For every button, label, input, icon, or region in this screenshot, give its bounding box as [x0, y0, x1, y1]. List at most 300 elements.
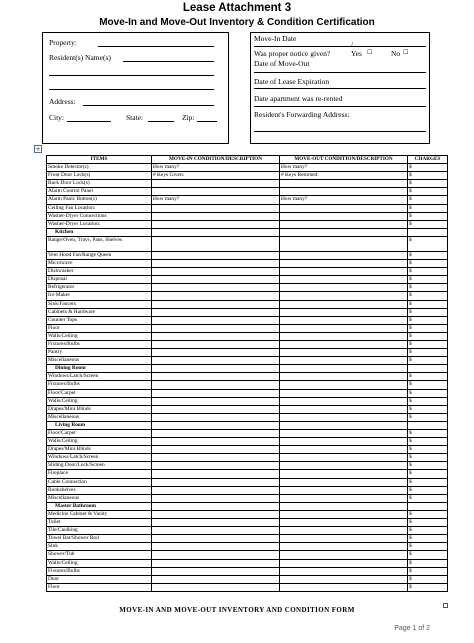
move-in-cell[interactable]: [152, 397, 280, 405]
item-cell: Front Door Lock(s): [47, 172, 152, 180]
move-out-cell[interactable]: [280, 567, 408, 575]
section-empty-cell: [280, 502, 408, 510]
move-out-cell[interactable]: [280, 251, 408, 259]
move-out-cell[interactable]: [280, 389, 408, 397]
item-cell: Sink/Faucets: [47, 300, 152, 308]
move-in-cell[interactable]: [152, 535, 280, 543]
residents-field-1[interactable]: [123, 61, 214, 62]
charges-cell[interactable]: $: [408, 332, 448, 340]
move-in-cell[interactable]: # Keys Given:: [152, 172, 280, 180]
move-in-cell[interactable]: [152, 543, 280, 551]
charges-cell[interactable]: $: [408, 212, 448, 220]
address-label: Address:: [49, 97, 76, 106]
move-in-cell[interactable]: [152, 260, 280, 268]
move-in-cell[interactable]: [152, 373, 280, 381]
table-row: [47, 494, 448, 502]
move-out-cell[interactable]: [280, 413, 408, 421]
charges-cell[interactable]: $: [408, 251, 448, 259]
item-cell: Floor/Carpet: [47, 389, 152, 397]
header-move-out: MOVE-OUT CONDITION/DESCRIPTION: [280, 156, 408, 164]
move-out-cell[interactable]: [280, 397, 408, 405]
table-row: [47, 389, 448, 397]
move-in-cell[interactable]: [152, 470, 280, 478]
item-cell: Microwave: [47, 260, 152, 268]
item-cell: Tile/Caulking: [47, 527, 152, 535]
move-in-cell[interactable]: [152, 478, 280, 486]
dates-info-box: [250, 32, 430, 144]
charges-cell[interactable]: $: [408, 324, 448, 332]
move-in-cell[interactable]: [152, 236, 280, 251]
move-out-cell[interactable]: [280, 332, 408, 340]
section-empty-cell: [408, 365, 448, 373]
charges-cell[interactable]: $: [408, 543, 448, 551]
table-row: [47, 462, 448, 470]
date-separator: /: [351, 40, 354, 49]
table-row: [47, 535, 448, 543]
move-out-cell[interactable]: How many?: [280, 164, 408, 172]
charges-cell[interactable]: $: [408, 583, 448, 591]
move-in-cell[interactable]: [152, 212, 280, 220]
move-in-cell[interactable]: [152, 268, 280, 276]
table-row: [47, 292, 448, 300]
section-empty-cell: [152, 228, 280, 236]
item-cell: Bookshelves: [47, 486, 152, 494]
move-in-cell[interactable]: [152, 551, 280, 559]
charges-cell[interactable]: $: [408, 220, 448, 228]
item-cell: Shower/Tub: [47, 551, 152, 559]
move-in-cell[interactable]: [152, 583, 280, 591]
zip-field[interactable]: [197, 121, 217, 122]
move-out-cell[interactable]: [280, 462, 408, 470]
move-out-cell[interactable]: [280, 543, 408, 551]
table-row: [47, 268, 448, 276]
charges-cell[interactable]: $: [408, 389, 448, 397]
charges-cell[interactable]: $: [408, 308, 448, 316]
item-cell: Counter Tops: [47, 316, 152, 324]
item-cell: Miscellaneous: [47, 413, 152, 421]
move-in-cell[interactable]: [152, 446, 280, 454]
move-in-cell[interactable]: [152, 220, 280, 228]
table-row: [47, 188, 448, 196]
address-field[interactable]: [83, 105, 214, 106]
table-resize-handle-icon[interactable]: [443, 603, 448, 608]
item-cell: Cabinets & Hardware: [47, 308, 152, 316]
move-in-cell[interactable]: [152, 462, 280, 470]
table-row: [47, 260, 448, 268]
item-cell: Fireplace: [47, 470, 152, 478]
table-header-row: [47, 156, 448, 164]
rerented-date-label: Date apartment was re-rented: [254, 94, 343, 103]
no-checkbox[interactable]: ☐: [403, 49, 409, 56]
move-in-cell[interactable]: [152, 300, 280, 308]
move-in-date-field[interactable]: [254, 46, 426, 47]
item-cell: Smoke Detector(s): [47, 164, 152, 172]
charges-cell[interactable]: $: [408, 519, 448, 527]
table-row: [47, 349, 448, 357]
move-in-cell[interactable]: [152, 188, 280, 196]
table-row: [47, 204, 448, 212]
table-row: [47, 276, 448, 284]
section-row: [47, 421, 448, 429]
move-in-cell[interactable]: [152, 340, 280, 348]
move-out-cell[interactable]: How many?: [280, 196, 408, 204]
document-title: Lease Attachment 3: [182, 2, 292, 14]
move-out-cell[interactable]: [280, 260, 408, 268]
item-cell: Towel Bar/Shower Rod: [47, 535, 152, 543]
move-in-cell[interactable]: [152, 567, 280, 575]
item-cell: Ice Maker: [47, 292, 152, 300]
no-label: No: [391, 49, 401, 58]
item-cell: Floor: [47, 583, 152, 591]
table-row: [47, 324, 448, 332]
charges-cell[interactable]: $: [408, 405, 448, 413]
move-out-cell[interactable]: [280, 300, 408, 308]
charges-cell[interactable]: $: [408, 510, 448, 518]
move-in-cell[interactable]: [152, 251, 280, 259]
move-out-cell[interactable]: [280, 478, 408, 486]
move-in-cell[interactable]: How many?: [152, 196, 280, 204]
move-out-cell[interactable]: [280, 381, 408, 389]
move-in-cell[interactable]: [152, 527, 280, 535]
table-row: [47, 405, 448, 413]
move-in-cell[interactable]: [152, 316, 280, 324]
move-in-cell[interactable]: [152, 180, 280, 188]
move-out-cell[interactable]: [280, 373, 408, 381]
item-cell: Windows/Latch/Screen: [47, 373, 152, 381]
move-out-cell[interactable]: [280, 212, 408, 220]
section-empty-cell: [152, 502, 280, 510]
move-in-cell[interactable]: [152, 486, 280, 494]
section-empty-cell: [152, 421, 280, 429]
move-out-date-label: Date of Move-Out: [254, 59, 310, 68]
page-number: Page 1 of 2: [394, 625, 430, 632]
table-row: [47, 527, 448, 535]
table-row: [47, 454, 448, 462]
charges-cell[interactable]: $: [408, 551, 448, 559]
section-empty-cell: [408, 228, 448, 236]
charges-cell[interactable]: $: [408, 349, 448, 357]
table-row: [47, 478, 448, 486]
table-row: [47, 332, 448, 340]
move-out-cell[interactable]: [280, 494, 408, 502]
move-out-cell[interactable]: [280, 446, 408, 454]
table-row: [47, 236, 448, 251]
charges-cell[interactable]: $: [408, 316, 448, 324]
table-row: [47, 438, 448, 446]
move-out-cell[interactable]: [280, 349, 408, 357]
charges-cell[interactable]: $: [408, 268, 448, 276]
state-label: State:: [126, 113, 144, 122]
item-cell: Sink: [47, 543, 152, 551]
move-in-cell[interactable]: [152, 308, 280, 316]
move-in-cell[interactable]: [152, 276, 280, 284]
table-row: [47, 543, 448, 551]
item-cell: Floor/Carpet: [47, 430, 152, 438]
move-in-cell[interactable]: [152, 510, 280, 518]
charges-cell[interactable]: $: [408, 486, 448, 494]
move-in-cell[interactable]: [152, 454, 280, 462]
item-cell: Disposal: [47, 276, 152, 284]
property-label: Property:: [49, 38, 77, 47]
move-out-cell[interactable]: [280, 583, 408, 591]
charges-cell[interactable]: $: [408, 180, 448, 188]
item-cell: Back Door Lock(s): [47, 180, 152, 188]
item-cell: Toilet: [47, 519, 152, 527]
move-in-cell[interactable]: [152, 494, 280, 502]
move-out-cell[interactable]: [280, 470, 408, 478]
charges-cell[interactable]: $: [408, 478, 448, 486]
charges-cell[interactable]: $: [408, 373, 448, 381]
move-out-cell[interactable]: [280, 486, 408, 494]
move-in-cell[interactable]: [152, 519, 280, 527]
charges-cell[interactable]: $: [408, 196, 448, 204]
move-out-cell[interactable]: [280, 405, 408, 413]
item-cell: Alarm Control Panel: [47, 188, 152, 196]
charges-cell[interactable]: $: [408, 276, 448, 284]
item-cell: Fixtures/Bulbs: [47, 340, 152, 348]
move-out-cell[interactable]: [280, 308, 408, 316]
table-row: [47, 373, 448, 381]
charges-cell[interactable]: $: [408, 236, 448, 251]
charges-cell[interactable]: $: [408, 284, 448, 292]
table-row: [47, 567, 448, 575]
charges-cell[interactable]: $: [408, 527, 448, 535]
move-in-cell[interactable]: [152, 292, 280, 300]
table-row: [47, 251, 448, 259]
item-cell: Walls/Ceiling: [47, 438, 152, 446]
charges-cell[interactable]: $: [408, 446, 448, 454]
charges-cell[interactable]: $: [408, 397, 448, 405]
item-cell: Windows/Latch/Screen: [47, 454, 152, 462]
move-in-cell[interactable]: [152, 349, 280, 357]
section-row: [47, 228, 448, 236]
city-label: City:: [49, 113, 65, 122]
move-out-cell[interactable]: [280, 268, 408, 276]
city-field[interactable]: [67, 121, 111, 122]
table-row: [47, 308, 448, 316]
move-in-cell[interactable]: [152, 389, 280, 397]
table-row: [47, 220, 448, 228]
table-row: [47, 381, 448, 389]
inventory-table: [46, 155, 448, 592]
yes-label: Yes: [351, 49, 362, 58]
table-row: [47, 172, 448, 180]
item-cell: Vent Hood Fan/Range Queen: [47, 251, 152, 259]
resident-info-box: [42, 32, 229, 144]
move-in-cell[interactable]: [152, 381, 280, 389]
table-row: [47, 575, 448, 583]
table-row: [47, 284, 448, 292]
move-out-cell[interactable]: [280, 559, 408, 567]
move-out-cell[interactable]: [280, 551, 408, 559]
move-out-cell[interactable]: [280, 535, 408, 543]
item-cell: Sliding Door/Lock/Screen: [47, 462, 152, 470]
move-out-date-field[interactable]: [254, 72, 426, 73]
item-cell: Walls/Ceiling: [47, 397, 152, 405]
item-cell: Door: [47, 575, 152, 583]
charges-cell[interactable]: $: [408, 430, 448, 438]
rerented-date-field[interactable]: [254, 106, 426, 107]
state-field[interactable]: [148, 121, 174, 122]
move-out-cell[interactable]: [280, 292, 408, 300]
charges-cell[interactable]: $: [408, 292, 448, 300]
charges-cell[interactable]: $: [408, 535, 448, 543]
move-in-cell[interactable]: [152, 284, 280, 292]
charges-cell[interactable]: $: [408, 164, 448, 172]
move-out-cell[interactable]: [280, 276, 408, 284]
move-in-cell[interactable]: [152, 438, 280, 446]
section-empty-cell: [280, 228, 408, 236]
header-charges: CHARGES: [408, 156, 448, 164]
charges-cell[interactable]: $: [408, 260, 448, 268]
charges-cell[interactable]: $: [408, 575, 448, 583]
item-cell: Washer-Dryer Connections: [47, 212, 152, 220]
move-in-cell[interactable]: How many?: [152, 164, 280, 172]
move-out-cell[interactable]: [280, 316, 408, 324]
section-heading: Dining Room: [47, 365, 152, 373]
item-cell: Refrigerator: [47, 284, 152, 292]
lease-expiration-label: Date of Lease Expiration: [254, 77, 330, 86]
section-empty-cell: [408, 421, 448, 429]
section-heading: Master Bathroom: [47, 502, 152, 510]
section-empty-cell: [280, 365, 408, 373]
move-out-cell[interactable]: [280, 510, 408, 518]
table-row: [47, 180, 448, 188]
lease-expiration-field[interactable]: [254, 88, 426, 89]
move-out-cell[interactable]: [280, 340, 408, 348]
item-cell: Washer-Dryer Location:: [47, 220, 152, 228]
section-empty-cell: [408, 502, 448, 510]
table-row: [47, 510, 448, 518]
charges-cell[interactable]: $: [408, 567, 448, 575]
table-row: [47, 413, 448, 421]
table-row: [47, 470, 448, 478]
item-cell: Fixtures/Bulbs: [47, 381, 152, 389]
section-row: [47, 365, 448, 373]
section-empty-cell: [152, 365, 280, 373]
move-out-cell[interactable]: [280, 220, 408, 228]
residents-label: Resident(s) Name(s): [49, 53, 111, 62]
charges-cell[interactable]: $: [408, 381, 448, 389]
item-cell: Fixtures/Bulbs: [47, 567, 152, 575]
charges-cell[interactable]: $: [408, 172, 448, 180]
yes-checkbox[interactable]: ☐: [367, 49, 373, 56]
zip-label: Zip:: [182, 113, 195, 122]
charges-cell[interactable]: $: [408, 357, 448, 365]
charges-cell[interactable]: $: [408, 340, 448, 348]
move-out-cell[interactable]: [280, 430, 408, 438]
charges-cell[interactable]: $: [408, 494, 448, 502]
item-cell: Ceiling Fan Location:: [47, 204, 152, 212]
move-out-cell[interactable]: [280, 188, 408, 196]
notice-label: Was proper notice given?: [254, 49, 331, 58]
residents-field-2[interactable]: [49, 75, 214, 76]
table-row: [47, 397, 448, 405]
charges-cell[interactable]: $: [408, 413, 448, 421]
table-row: [47, 486, 448, 494]
document-subtitle: Move-In and Move-Out Inventory & Condition Certification: [99, 17, 375, 28]
item-cell: Alarm Panic Button(s): [47, 196, 152, 204]
forwarding-address-field[interactable]: [254, 131, 426, 132]
charges-cell[interactable]: $: [408, 559, 448, 567]
move-out-cell[interactable]: [280, 454, 408, 462]
item-cell: Pantry: [47, 349, 152, 357]
item-cell: Walls/Ceiling: [47, 559, 152, 567]
move-out-cell[interactable]: [280, 204, 408, 212]
form-footer-title: MOVE-IN AND MOVE-OUT INVENTORY AND CONDITION FORM: [119, 606, 355, 614]
charges-cell[interactable]: $: [408, 454, 448, 462]
move-out-cell[interactable]: [280, 438, 408, 446]
table-row: [47, 316, 448, 324]
move-out-cell[interactable]: # Keys Returned:: [280, 172, 408, 180]
charges-cell[interactable]: $: [408, 470, 448, 478]
table-row: [47, 357, 448, 365]
item-cell: Drapes/Mini Blinds: [47, 446, 152, 454]
item-cell: Cable Connection: [47, 478, 152, 486]
forwarding-address-label: Resident's Forwarding Address:: [254, 110, 350, 119]
table-row: [47, 551, 448, 559]
header-move-in: MOVE-IN CONDITION/DESCRIPTION: [152, 156, 280, 164]
move-out-cell[interactable]: [280, 324, 408, 332]
charges-cell[interactable]: $: [408, 438, 448, 446]
table-row: [47, 300, 448, 308]
move-in-cell[interactable]: [152, 324, 280, 332]
table-row: [47, 446, 448, 454]
table-row: [47, 583, 448, 591]
move-out-cell[interactable]: [280, 527, 408, 535]
move-in-cell[interactable]: [152, 405, 280, 413]
property-field[interactable]: [98, 46, 214, 47]
item-cell: Miscellaneous: [47, 494, 152, 502]
item-cell: Floor: [47, 324, 152, 332]
move-in-date-label: Move-In Date: [254, 34, 297, 43]
move-in-cell[interactable]: [152, 430, 280, 438]
header-items: ITEMS: [47, 156, 152, 164]
section-row: [47, 502, 448, 510]
table-row: [47, 340, 448, 348]
move-out-cell[interactable]: [280, 284, 408, 292]
move-in-cell[interactable]: [152, 204, 280, 212]
move-out-cell[interactable]: [280, 357, 408, 365]
table-row: [47, 196, 448, 204]
charges-cell[interactable]: $: [408, 188, 448, 196]
move-in-cell[interactable]: [152, 357, 280, 365]
move-out-cell[interactable]: [280, 575, 408, 583]
move-out-cell[interactable]: [280, 236, 408, 251]
table-row: [47, 164, 448, 172]
move-in-cell[interactable]: [152, 332, 280, 340]
table-row: [47, 212, 448, 220]
section-heading: Living Room: [47, 421, 152, 429]
charges-cell[interactable]: $: [408, 462, 448, 470]
item-cell: Dishwasher: [47, 268, 152, 276]
section-heading: Kitchen: [47, 228, 152, 236]
move-in-cell[interactable]: [152, 559, 280, 567]
move-in-cell[interactable]: [152, 575, 280, 583]
item-cell: Walls/Ceiling: [47, 332, 152, 340]
move-out-cell[interactable]: [280, 519, 408, 527]
table-row: [47, 519, 448, 527]
section-empty-cell: [280, 421, 408, 429]
residents-field-3[interactable]: [49, 89, 214, 90]
table-move-handle-icon[interactable]: +: [35, 145, 41, 153]
move-out-cell[interactable]: [280, 180, 408, 188]
item-cell: Range/Oven, Trays, Pans, Shelves: [47, 236, 152, 251]
charges-cell[interactable]: $: [408, 204, 448, 212]
charges-cell[interactable]: $: [408, 300, 448, 308]
table-row: [47, 430, 448, 438]
move-in-cell[interactable]: [152, 413, 280, 421]
